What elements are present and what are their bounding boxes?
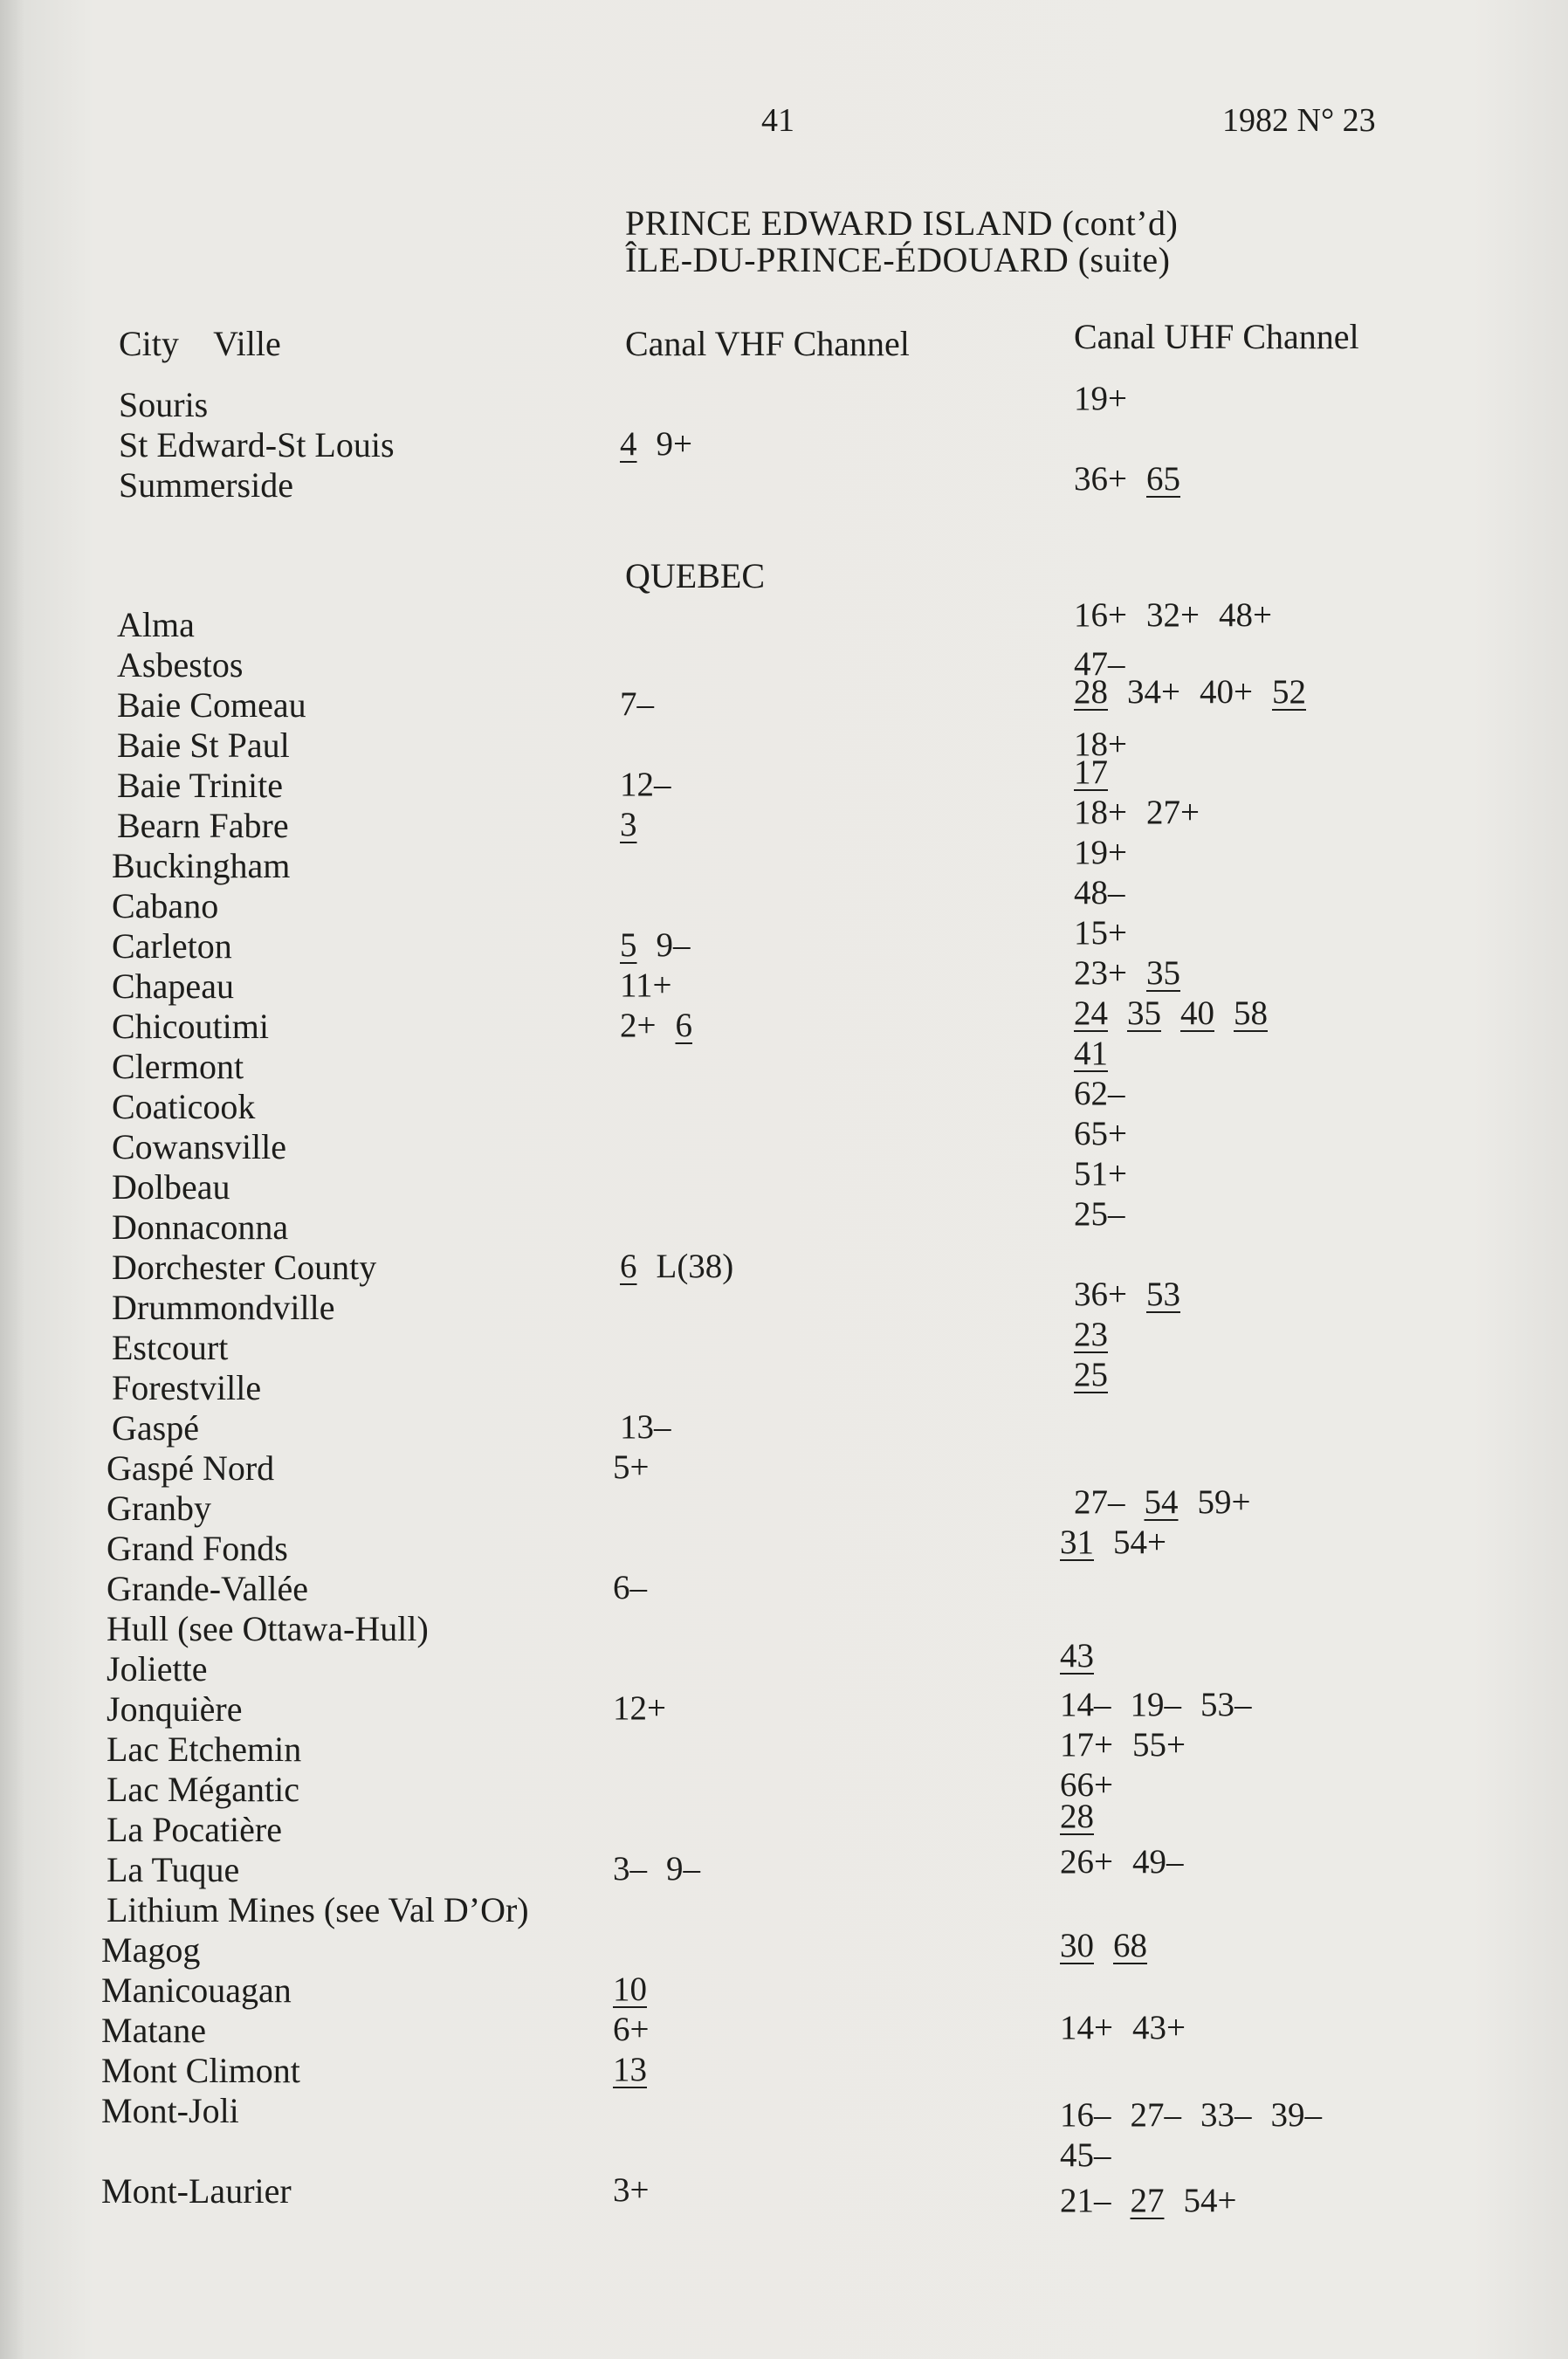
city-name: Chapeau	[112, 966, 234, 1006]
uhf-channels	[1074, 1194, 1145, 1234]
title-french: ÎLE-DU-PRINCE-ÉDOUARD (suite)	[625, 240, 1171, 279]
city-name: Gaspé	[112, 1408, 199, 1448]
table-row	[0, 1929, 1568, 1970]
page-number: 41	[761, 102, 794, 139]
channel-value: 34+	[1127, 673, 1180, 711]
channel-value: 23	[1074, 1316, 1108, 1353]
channel-value: 9–	[656, 926, 691, 964]
city-name: Cabano	[112, 886, 219, 925]
title-english: PRINCE EDWARD ISLAND (cont’d)	[625, 203, 1179, 243]
issue-label: 1982 N° 23	[1222, 102, 1376, 139]
uhf-channels	[1074, 833, 1146, 872]
channel-value: 35	[1127, 994, 1161, 1032]
channel-value: 43+	[1132, 2009, 1186, 2046]
table-row	[0, 834, 1568, 885]
uhf-channels	[1060, 1725, 1205, 1764]
table-row	[0, 1970, 1568, 2010]
vhf-channels	[613, 2170, 669, 2210]
channel-value: 53–	[1200, 1686, 1252, 1723]
channel-value: 41	[1074, 1035, 1108, 1072]
city-name: Matane	[101, 2011, 206, 2050]
channel-value: 27	[1130, 2182, 1165, 2219]
city-name: Baie Comeau	[117, 685, 306, 725]
channel-value: 40+	[1200, 673, 1253, 711]
channel-value: 12+	[613, 1689, 666, 1727]
vhf-channels	[620, 805, 657, 844]
uhf-channels	[1074, 753, 1127, 792]
channel-value: 27–	[1074, 1483, 1125, 1521]
uhf-channels	[1074, 1034, 1127, 1073]
uhf-channels	[1074, 1482, 1270, 1522]
table-row	[0, 1843, 1568, 1889]
uhf-channels	[1074, 793, 1219, 832]
table-row	[0, 1247, 1568, 1287]
city-name: Lac Etchemin	[107, 1730, 302, 1769]
table-row	[0, 2010, 1568, 2050]
table-row	[0, 1726, 1568, 1769]
channel-value: 16–	[1060, 2096, 1111, 2134]
vhf-channels	[620, 765, 691, 804]
channel-value: 17+	[1060, 1726, 1113, 1764]
table-row	[0, 1195, 1568, 1247]
table-row	[0, 1608, 1568, 1648]
channel-value: 27+	[1146, 794, 1200, 831]
section-heading-quebec: QUEBEC	[625, 556, 765, 595]
channel-value: 4	[620, 425, 637, 463]
city-name: Magog	[101, 1930, 201, 1970]
channel-value: 62–	[1074, 1075, 1125, 1112]
column-header-city: City Ville	[119, 324, 281, 363]
channel-value: 3	[620, 806, 637, 843]
uhf-channels	[1060, 1842, 1203, 1881]
channel-value: L(38)	[656, 1248, 734, 1285]
channel-value: 11+	[620, 966, 672, 1004]
uhf-channels	[1074, 1074, 1145, 1113]
uhf-channels	[1074, 1154, 1146, 1193]
city-name: La Tuque	[107, 1850, 240, 1889]
channel-value: 65	[1146, 460, 1180, 498]
table-row	[0, 2170, 1568, 2219]
channel-value: 19+	[1074, 834, 1127, 871]
vhf-channels	[613, 2050, 666, 2089]
channel-value: 3–	[613, 1850, 647, 1888]
uhf-channels	[1074, 1275, 1200, 1314]
channel-value: 19–	[1130, 1686, 1181, 1723]
city-name: Baie Trinite	[117, 766, 284, 805]
channel-value: 3+	[613, 2171, 650, 2209]
channel-value: 52	[1272, 673, 1306, 711]
uhf-channels	[1060, 1797, 1113, 1836]
channel-value: 15+	[1074, 914, 1127, 952]
uhf-channels	[1060, 2095, 1341, 2135]
channel-value: 13–	[620, 1408, 671, 1446]
table-row	[0, 1637, 1568, 1688]
table-row	[0, 1766, 1568, 1809]
channel-value: 55+	[1132, 1726, 1186, 1764]
vhf-channels	[620, 424, 712, 464]
city-name: Mont-Laurier	[101, 2171, 292, 2211]
table-row	[0, 874, 1568, 925]
channel-value: 49–	[1132, 1843, 1184, 1881]
table-row	[0, 1155, 1568, 1207]
city-name: Granby	[107, 1489, 211, 1528]
channel-value: 65+	[1074, 1115, 1127, 1152]
channel-value: 54	[1144, 1483, 1179, 1521]
city-name: Cowansville	[112, 1127, 286, 1166]
channel-value: 5	[620, 926, 637, 964]
city-name: Hull (see Ottawa-Hull)	[107, 1609, 429, 1648]
city-name: Dolbeau	[112, 1167, 230, 1207]
channel-value: 5+	[613, 1448, 650, 1486]
vhf-channels	[620, 1247, 753, 1286]
city-name: Lac Mégantic	[107, 1770, 299, 1809]
channel-value: 58	[1234, 994, 1268, 1032]
table-row	[0, 753, 1568, 805]
channel-value: 6–	[613, 1569, 647, 1606]
uhf-channels	[1074, 1315, 1127, 1354]
channel-value: 33–	[1200, 2096, 1252, 2134]
channel-value: 7–	[620, 685, 654, 723]
channel-value: 10	[613, 1970, 647, 2008]
channel-value: 66+	[1060, 1766, 1113, 1804]
uhf-channels	[1074, 994, 1287, 1033]
uhf-channels	[1060, 2008, 1205, 2047]
city-name: Buckingham	[112, 846, 291, 885]
vhf-channels	[613, 1849, 719, 1888]
table-row	[0, 725, 1568, 765]
table-row	[0, 424, 1568, 464]
channel-value: 26+	[1060, 1843, 1113, 1881]
table-row	[0, 994, 1568, 1046]
table-row	[0, 1688, 1568, 1729]
city-name: Grand Fonds	[107, 1529, 288, 1568]
uhf-channels	[1074, 672, 1325, 712]
table-row	[0, 1356, 1568, 1407]
city-name: Carleton	[112, 926, 232, 966]
city-name: Forestville	[112, 1368, 262, 1407]
channel-value: 51+	[1074, 1155, 1127, 1193]
channel-value: 25	[1074, 1356, 1108, 1393]
table-row	[0, 673, 1568, 725]
table-row	[0, 1568, 1568, 1608]
channel-value: 13	[613, 2051, 647, 2088]
city-name: Mont Climont	[101, 2051, 300, 2090]
channel-value: 39–	[1270, 2096, 1322, 2134]
channel-value: 28	[1074, 673, 1108, 711]
city-name: Estcourt	[112, 1328, 229, 1367]
vhf-channels	[620, 684, 673, 724]
channel-value: 31	[1060, 1523, 1094, 1561]
channel-value: 54+	[1183, 2182, 1237, 2219]
city-name: Souris	[119, 385, 209, 424]
uhf-channels	[1060, 1926, 1166, 1965]
city-name: Bearn Fabre	[117, 806, 289, 845]
channel-value: 36+	[1074, 460, 1127, 498]
table-row	[0, 1316, 1568, 1367]
city-name: Donnaconna	[112, 1207, 289, 1247]
channel-value: 16+	[1074, 596, 1127, 634]
channel-value: 28	[1060, 1798, 1094, 1835]
city-name: Dorchester County	[112, 1248, 377, 1287]
uhf-channels	[1074, 595, 1291, 635]
city-name: Joliette	[107, 1649, 208, 1688]
table-row	[0, 1115, 1568, 1166]
table-row	[0, 2050, 1568, 2090]
table-row	[0, 596, 1568, 644]
city-name: Lithium Mines (see Val D’Or)	[107, 1890, 529, 1929]
uhf-channels	[1074, 459, 1200, 499]
channel-value: 54+	[1113, 1523, 1166, 1561]
channel-value: 35	[1146, 954, 1180, 992]
city-name: Alma	[117, 605, 195, 644]
uhf-channels	[1074, 1355, 1127, 1394]
channel-value: 9–	[666, 1850, 700, 1888]
uhf-channels	[1074, 953, 1200, 993]
channel-value: 19+	[1074, 380, 1127, 417]
table-row	[0, 1075, 1568, 1126]
channel-value: 18+	[1074, 794, 1127, 831]
uhf-channels	[1060, 2181, 1256, 2220]
channel-value: 30	[1060, 1927, 1094, 1964]
city-name: Summerside	[119, 465, 293, 505]
table-row	[0, 1798, 1568, 1849]
vhf-channels	[613, 1970, 666, 2009]
channel-value: 45–	[1060, 2136, 1111, 2174]
channel-value: 32+	[1146, 596, 1200, 634]
channel-value: 48+	[1219, 596, 1272, 634]
channel-value: 9+	[656, 425, 692, 463]
table-row	[0, 914, 1568, 966]
channel-value: 53	[1146, 1276, 1180, 1313]
table-row	[0, 954, 1568, 1006]
channel-value: 23+	[1074, 954, 1127, 992]
table-row	[0, 380, 1568, 424]
city-name: Mont-Joli	[101, 2091, 239, 2130]
channel-value: 17	[1074, 753, 1108, 791]
column-header-uhf: Canal UHF Channel	[1074, 317, 1359, 356]
channel-value: 12–	[620, 766, 671, 803]
city-name: Jonquière	[107, 1689, 243, 1729]
city-name: Gaspé Nord	[107, 1448, 275, 1488]
vhf-channels	[620, 925, 710, 965]
city-name: Chicoutimi	[112, 1007, 269, 1046]
table-row	[0, 794, 1568, 845]
table-row	[0, 460, 1568, 505]
uhf-channels	[1074, 913, 1146, 953]
uhf-channels	[1074, 873, 1145, 912]
table-row	[0, 644, 1568, 684]
channel-value: 6+	[613, 2011, 650, 2048]
table-row	[0, 2090, 1568, 2174]
city-name: La Pocatière	[107, 1810, 282, 1849]
channel-value: 18+	[1074, 726, 1127, 763]
vhf-channels	[613, 1448, 669, 1487]
table-row	[0, 1407, 1568, 1448]
vhf-channels	[620, 1407, 691, 1447]
channel-value: 6	[620, 1248, 637, 1285]
uhf-channels	[1060, 2135, 1131, 2175]
channel-value: 6	[675, 1007, 692, 1044]
vhf-channels	[613, 1688, 685, 1728]
uhf-channels	[1060, 1685, 1271, 1724]
uhf-channels	[1060, 1636, 1113, 1675]
vhf-channels	[613, 2010, 669, 2049]
table-row	[0, 1889, 1568, 1929]
city-name: Drummondville	[112, 1288, 335, 1327]
city-name: Baie St Paul	[117, 726, 290, 765]
channel-value: 24	[1074, 994, 1108, 1032]
city-name: Coaticook	[112, 1087, 256, 1126]
uhf-channels	[1060, 1523, 1186, 1562]
channel-value: 40	[1180, 994, 1214, 1032]
vhf-channels	[620, 966, 691, 1005]
city-name: Manicouagan	[101, 1970, 292, 2010]
column-header-vhf: Canal VHF Channel	[625, 324, 910, 363]
channel-value: 2+	[620, 1007, 657, 1044]
channel-value: 68	[1113, 1927, 1147, 1964]
channel-value: 14–	[1060, 1686, 1111, 1723]
city-name: Asbestos	[117, 645, 244, 684]
channel-value: 21–	[1060, 2182, 1111, 2219]
channel-value: 47–	[1074, 645, 1125, 683]
channel-value: 43	[1060, 1637, 1094, 1675]
channel-value: 48–	[1074, 874, 1125, 911]
channel-value: 27–	[1130, 2096, 1181, 2134]
table-row	[0, 1483, 1568, 1528]
city-name: St Edward-St Louis	[119, 425, 395, 464]
table-row	[0, 1523, 1568, 1568]
vhf-channels	[613, 1568, 666, 1607]
table-row	[0, 1276, 1568, 1327]
city-name: Clermont	[112, 1047, 244, 1086]
vhf-channels	[620, 1006, 712, 1045]
channel-value: 36+	[1074, 1276, 1127, 1313]
city-name: Grande-Vallée	[107, 1569, 308, 1608]
channel-value: 59+	[1197, 1483, 1251, 1521]
uhf-channels	[1074, 379, 1146, 418]
table-row	[0, 1035, 1568, 1086]
channel-value: 14+	[1060, 2009, 1113, 2046]
channel-value: 25–	[1074, 1195, 1125, 1233]
uhf-channels	[1074, 1114, 1146, 1153]
table-row	[0, 1448, 1568, 1488]
